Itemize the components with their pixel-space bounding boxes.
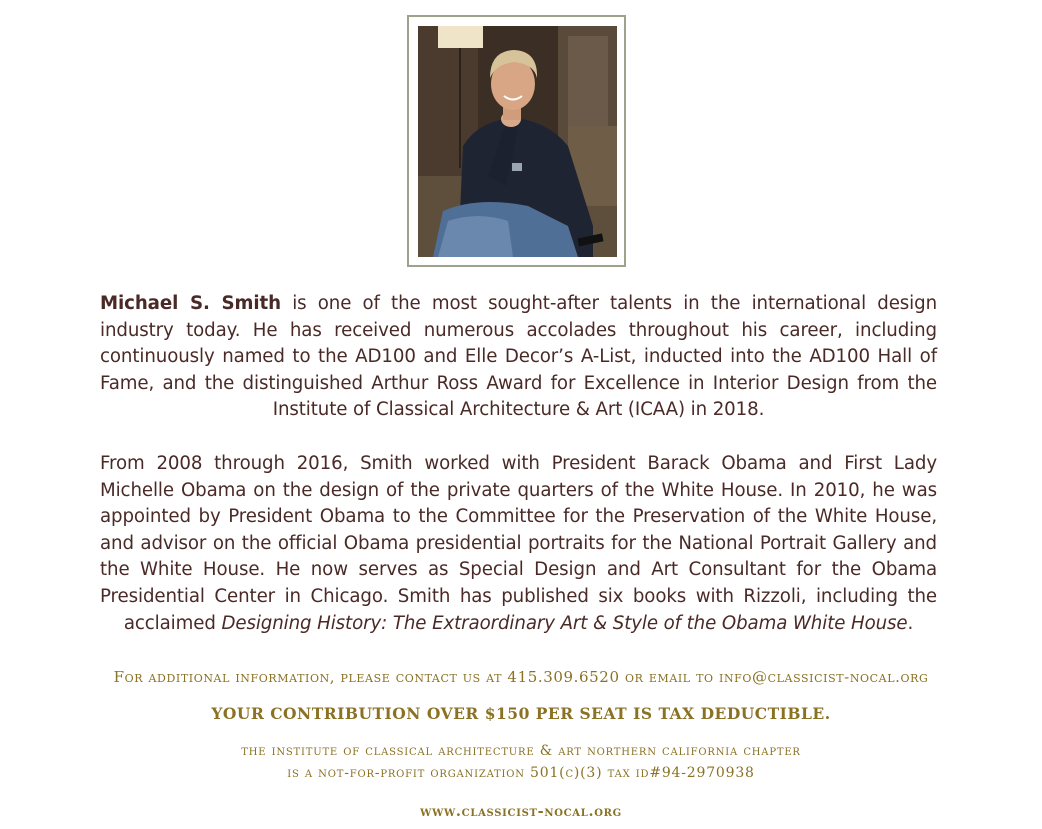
bio-paragraph-2-text: From 2008 through 2016, Smith worked with President Barack Obama and First Lady Michelle Obama on the design of the private quarters of the White House. In 2010, he was appointed by President Obama to the Committee for the Preservation of the White House, and advisor on the official Obama presidential portraits for the National Portrait Gallery and the White House. He now serves as Special Design and Art Consultant for the Obama Presidential Center in Chicago. Smith has published six books with Rizzoli, including the acclaimed (100, 453, 937, 634)
bio-name: Michael S. Smith (100, 293, 281, 314)
portrait-photo (418, 26, 617, 257)
org-description-line-1: the institute of classical architecture & art northern california chapter (241, 743, 801, 759)
bio-paragraph-1 (100, 291, 937, 424)
bio-paragraph-2 (100, 451, 937, 637)
bio-paragraph-1-text: is one of the most sought-after talents in the international design industry today. He has received numerous accolades throughout his career, including continuously named to the AD100 and Elle Decor’s A-List, inducted into the AD100 Hall of Fame, and the distinguished Arthur Ross Award for Excellence in Interior Design from the Institute of Classical Architecture & Art (ICAA) in 2018. (100, 293, 937, 421)
contact-line: For additional information, please contact us at 415.309.6520 or email to info@classicist-nocal.org (113, 668, 929, 686)
tax-deductible-notice: YOUR CONTRIBUTION OVER $150 PER SEAT IS TAX DEDUCTIBLE. (211, 704, 831, 723)
website-link[interactable]: www.classicist-nocal.org (420, 803, 622, 820)
book-title: Designing History: The Extraordinary Art & Style of the Obama White House (221, 612, 908, 634)
org-description-line-2: is a not-for-profit organization 501(c)(3) tax id#94-2970938 (287, 765, 755, 781)
bio-paragraph-2-end: . (907, 612, 914, 634)
portrait-frame (407, 15, 626, 267)
